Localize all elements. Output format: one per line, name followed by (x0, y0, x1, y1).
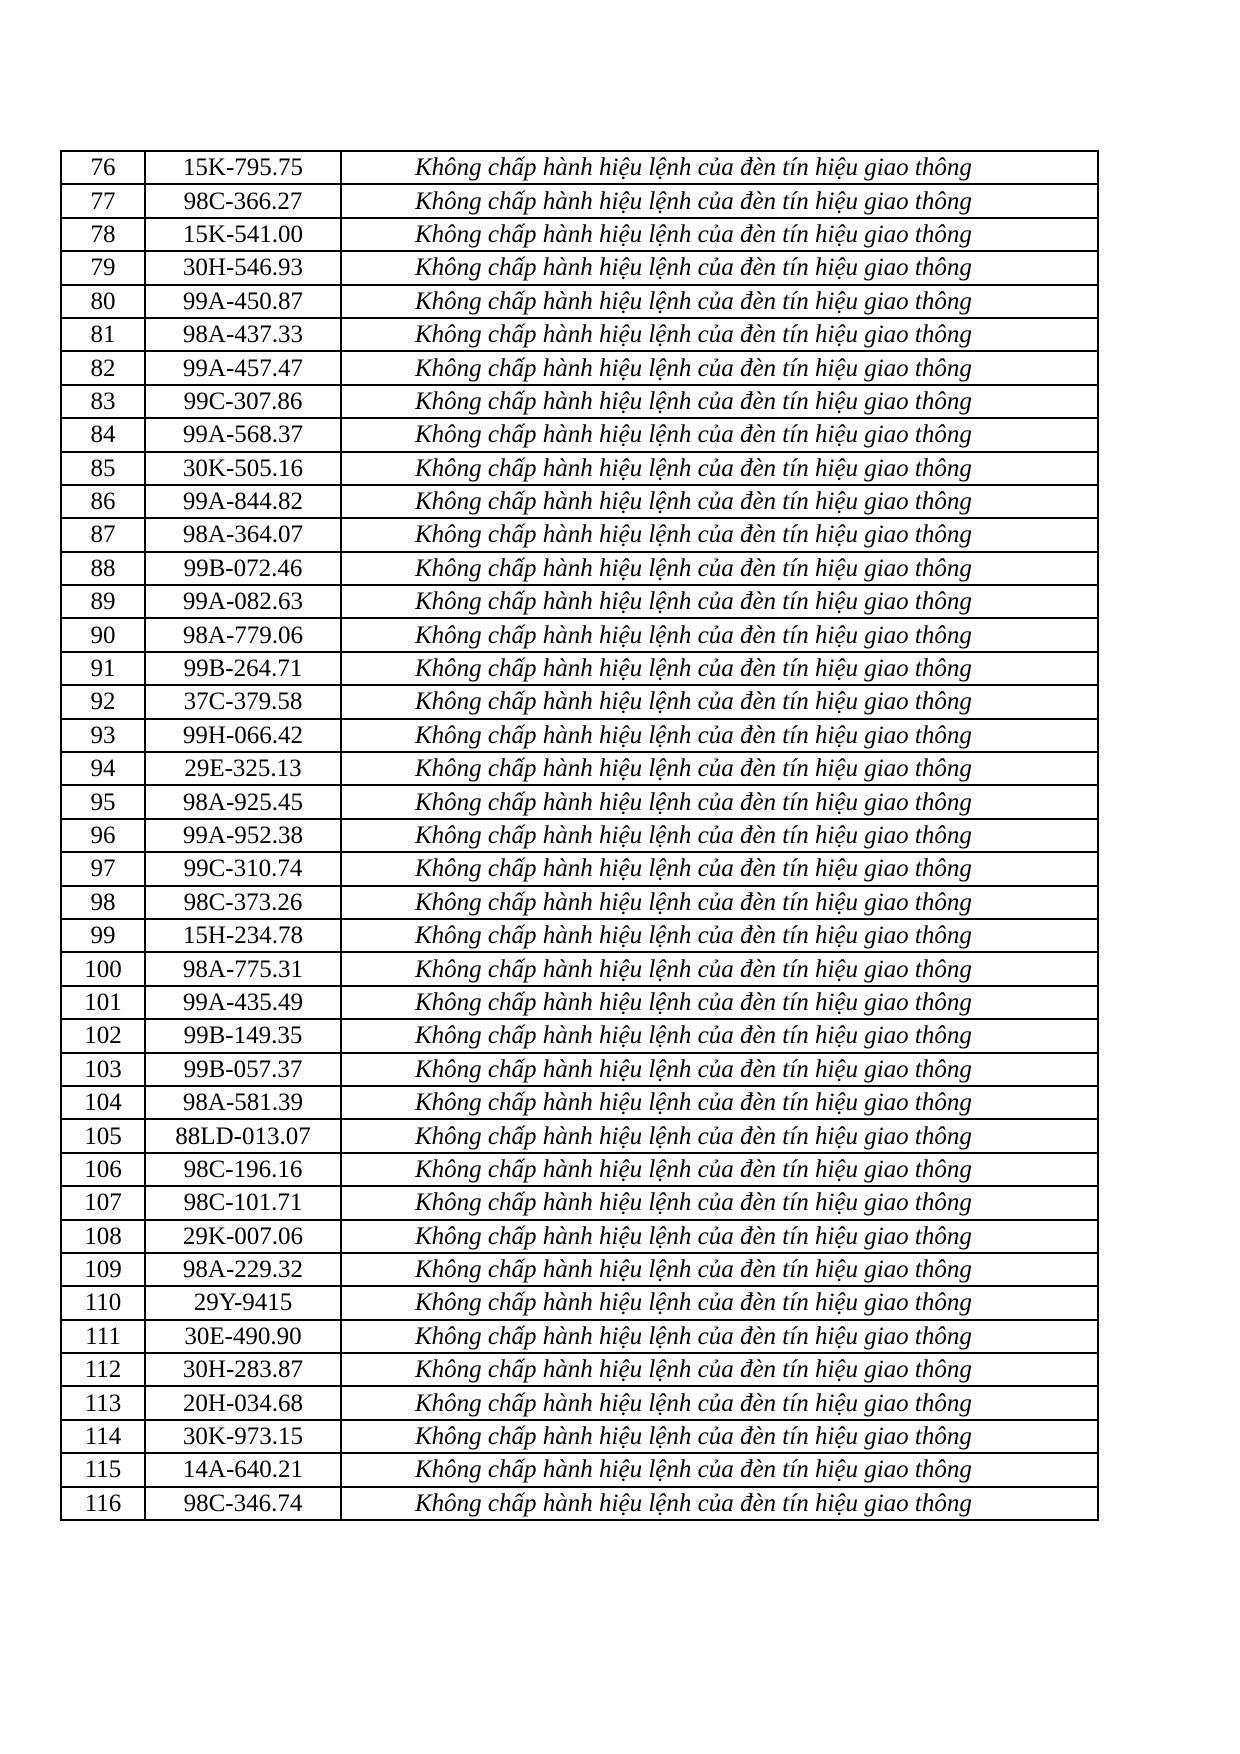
row-number: 98 (61, 886, 145, 919)
table-row (61, 886, 1098, 919)
row-number: 88 (61, 552, 145, 585)
table-row (61, 385, 1098, 418)
table-row (61, 752, 1098, 785)
license-plate: 99C-307.86 (145, 385, 341, 418)
table-row (61, 1453, 1098, 1486)
row-number: 76 (61, 151, 145, 184)
violation-description: Không chấp hành hiệu lệnh của đèn tín hiệu giao thông (341, 652, 1098, 685)
row-number: 93 (61, 719, 145, 752)
row-number: 90 (61, 618, 145, 651)
license-plate: 98A-581.39 (145, 1086, 341, 1119)
table-row (61, 151, 1098, 184)
table-row (61, 1253, 1098, 1286)
row-number: 101 (61, 986, 145, 1019)
violation-description: Không chấp hành hiệu lệnh của đèn tín hiệu giao thông (341, 1153, 1098, 1186)
violation-description: Không chấp hành hiệu lệnh của đèn tín hiệu giao thông (341, 852, 1098, 885)
table-row (61, 1119, 1098, 1152)
violation-description: Không chấp hành hiệu lệnh của đèn tín hiệu giao thông (341, 485, 1098, 518)
license-plate: 98A-925.45 (145, 785, 341, 818)
table-row (61, 1487, 1098, 1520)
row-number: 80 (61, 285, 145, 318)
table-row (61, 618, 1098, 651)
license-plate: 37C-379.58 (145, 685, 341, 718)
row-number: 95 (61, 785, 145, 818)
license-plate: 99B-149.35 (145, 1019, 341, 1052)
row-number: 103 (61, 1053, 145, 1086)
table-row (61, 351, 1098, 384)
table-body (61, 151, 1098, 1520)
violation-description: Không chấp hành hiệu lệnh của đèn tín hiệu giao thông (341, 1286, 1098, 1319)
table-row (61, 1320, 1098, 1353)
row-number: 109 (61, 1253, 145, 1286)
violation-description: Không chấp hành hiệu lệnh của đèn tín hiệu giao thông (341, 1420, 1098, 1453)
violation-description: Không chấp hành hiệu lệnh của đèn tín hiệu giao thông (341, 251, 1098, 284)
row-number: 100 (61, 952, 145, 985)
row-number: 87 (61, 518, 145, 551)
table-row (61, 218, 1098, 251)
table-row (61, 184, 1098, 217)
license-plate: 99A-568.37 (145, 418, 341, 451)
license-plate: 98C-101.71 (145, 1186, 341, 1219)
license-plate: 99B-264.71 (145, 652, 341, 685)
violation-description: Không chấp hành hiệu lệnh của đèn tín hiệu giao thông (341, 618, 1098, 651)
table-row (61, 1420, 1098, 1453)
violation-description: Không chấp hành hiệu lệnh của đèn tín hiệu giao thông (341, 1086, 1098, 1119)
license-plate: 98A-364.07 (145, 518, 341, 551)
license-plate: 88LD-013.07 (145, 1119, 341, 1152)
violation-description: Không chấp hành hiệu lệnh của đèn tín hiệu giao thông (341, 318, 1098, 351)
license-plate: 98A-779.06 (145, 618, 341, 651)
license-plate: 15K-795.75 (145, 151, 341, 184)
license-plate: 98C-346.74 (145, 1487, 341, 1520)
row-number: 97 (61, 852, 145, 885)
license-plate: 98A-229.32 (145, 1253, 341, 1286)
violation-description: Không chấp hành hiệu lệnh của đèn tín hiệu giao thông (341, 952, 1098, 985)
row-number: 113 (61, 1386, 145, 1419)
row-number: 89 (61, 585, 145, 618)
license-plate: 29E-325.13 (145, 752, 341, 785)
violation-description: Không chấp hành hiệu lệnh của đèn tín hiệu giao thông (341, 1019, 1098, 1052)
violation-description: Không chấp hành hiệu lệnh của đèn tín hiệu giao thông (341, 685, 1098, 718)
license-plate: 15H-234.78 (145, 919, 341, 952)
violation-description: Không chấp hành hiệu lệnh của đèn tín hiệu giao thông (341, 1320, 1098, 1353)
violation-description: Không chấp hành hiệu lệnh của đèn tín hiệu giao thông (341, 719, 1098, 752)
license-plate: 29Y-9415 (145, 1286, 341, 1319)
table-row (61, 1186, 1098, 1219)
table-row (61, 919, 1098, 952)
license-plate: 98C-373.26 (145, 886, 341, 919)
table-row (61, 819, 1098, 852)
table-row (61, 318, 1098, 351)
license-plate: 30H-546.93 (145, 251, 341, 284)
violation-description: Không chấp hành hiệu lệnh của đèn tín hiệu giao thông (341, 1186, 1098, 1219)
license-plate: 98A-775.31 (145, 952, 341, 985)
row-number: 104 (61, 1086, 145, 1119)
table-row (61, 251, 1098, 284)
row-number: 99 (61, 919, 145, 952)
table-row (61, 685, 1098, 718)
violation-description: Không chấp hành hiệu lệnh của đèn tín hiệu giao thông (341, 218, 1098, 251)
violation-description: Không chấp hành hiệu lệnh của đèn tín hiệu giao thông (341, 1453, 1098, 1486)
row-number: 111 (61, 1320, 145, 1353)
license-plate: 99C-310.74 (145, 852, 341, 885)
license-plate: 14A-640.21 (145, 1453, 341, 1486)
license-plate: 30E-490.90 (145, 1320, 341, 1353)
row-number: 92 (61, 685, 145, 718)
table-row (61, 1353, 1098, 1386)
violation-description: Không chấp hành hiệu lệnh của đèn tín hiệu giao thông (341, 1253, 1098, 1286)
row-number: 78 (61, 218, 145, 251)
table-row (61, 652, 1098, 685)
violation-description: Không chấp hành hiệu lệnh của đèn tín hiệu giao thông (341, 752, 1098, 785)
license-plate: 20H-034.68 (145, 1386, 341, 1419)
violation-description: Không chấp hành hiệu lệnh của đèn tín hiệu giao thông (341, 1119, 1098, 1152)
table-row (61, 552, 1098, 585)
row-number: 107 (61, 1186, 145, 1219)
violation-description: Không chấp hành hiệu lệnh của đèn tín hiệu giao thông (341, 1487, 1098, 1520)
row-number: 106 (61, 1153, 145, 1186)
violation-description: Không chấp hành hiệu lệnh của đèn tín hiệu giao thông (341, 585, 1098, 618)
violation-description: Không chấp hành hiệu lệnh của đèn tín hiệu giao thông (341, 785, 1098, 818)
row-number: 115 (61, 1453, 145, 1486)
row-number: 116 (61, 1487, 145, 1520)
table-row (61, 852, 1098, 885)
row-number: 108 (61, 1220, 145, 1253)
license-plate: 99A-952.38 (145, 819, 341, 852)
violation-description: Không chấp hành hiệu lệnh của đèn tín hiệu giao thông (341, 184, 1098, 217)
row-number: 102 (61, 1019, 145, 1052)
license-plate: 99B-072.46 (145, 552, 341, 585)
table-row (61, 1019, 1098, 1052)
license-plate: 99A-450.87 (145, 285, 341, 318)
table-row (61, 1220, 1098, 1253)
violations-table (60, 150, 1099, 1521)
table-row (61, 719, 1098, 752)
violation-description: Không chấp hành hiệu lệnh của đèn tín hiệu giao thông (341, 285, 1098, 318)
table-row (61, 452, 1098, 485)
row-number: 85 (61, 452, 145, 485)
license-plate: 99A-844.82 (145, 485, 341, 518)
license-plate: 99A-082.63 (145, 585, 341, 618)
table-row (61, 518, 1098, 551)
row-number: 114 (61, 1420, 145, 1453)
row-number: 112 (61, 1353, 145, 1386)
violation-description: Không chấp hành hiệu lệnh của đèn tín hiệu giao thông (341, 151, 1098, 184)
row-number: 81 (61, 318, 145, 351)
violation-description: Không chấp hành hiệu lệnh của đèn tín hiệu giao thông (341, 518, 1098, 551)
row-number: 84 (61, 418, 145, 451)
violation-description: Không chấp hành hiệu lệnh của đèn tín hiệu giao thông (341, 1053, 1098, 1086)
table-row (61, 1086, 1098, 1119)
violation-description: Không chấp hành hiệu lệnh của đèn tín hiệu giao thông (341, 819, 1098, 852)
violation-description: Không chấp hành hiệu lệnh của đèn tín hiệu giao thông (341, 986, 1098, 1019)
license-plate: 30K-505.16 (145, 452, 341, 485)
table-row (61, 418, 1098, 451)
row-number: 82 (61, 351, 145, 384)
license-plate: 99H-066.42 (145, 719, 341, 752)
table-row (61, 1386, 1098, 1419)
table-row (61, 1153, 1098, 1186)
row-number: 94 (61, 752, 145, 785)
violation-description: Không chấp hành hiệu lệnh của đèn tín hiệu giao thông (341, 452, 1098, 485)
violation-description: Không chấp hành hiệu lệnh của đèn tín hiệu giao thông (341, 1386, 1098, 1419)
table-row (61, 986, 1098, 1019)
violation-description: Không chấp hành hiệu lệnh của đèn tín hiệu giao thông (341, 1220, 1098, 1253)
violation-description: Không chấp hành hiệu lệnh của đèn tín hiệu giao thông (341, 886, 1098, 919)
table-row (61, 485, 1098, 518)
table-row (61, 1286, 1098, 1319)
table-row (61, 585, 1098, 618)
violation-description: Không chấp hành hiệu lệnh của đèn tín hiệu giao thông (341, 552, 1098, 585)
table-row (61, 1053, 1098, 1086)
table-row (61, 785, 1098, 818)
violation-description: Không chấp hành hiệu lệnh của đèn tín hiệu giao thông (341, 418, 1098, 451)
license-plate: 15K-541.00 (145, 218, 341, 251)
row-number: 79 (61, 251, 145, 284)
table-row (61, 952, 1098, 985)
violation-description: Không chấp hành hiệu lệnh của đèn tín hiệu giao thông (341, 385, 1098, 418)
row-number: 83 (61, 385, 145, 418)
row-number: 96 (61, 819, 145, 852)
violation-description: Không chấp hành hiệu lệnh của đèn tín hiệu giao thông (341, 919, 1098, 952)
violation-description: Không chấp hành hiệu lệnh của đèn tín hiệu giao thông (341, 351, 1098, 384)
license-plate: 98A-437.33 (145, 318, 341, 351)
violation-description: Không chấp hành hiệu lệnh của đèn tín hiệu giao thông (341, 1353, 1098, 1386)
row-number: 91 (61, 652, 145, 685)
license-plate: 30H-283.87 (145, 1353, 341, 1386)
license-plate: 98C-366.27 (145, 184, 341, 217)
license-plate: 99A-435.49 (145, 986, 341, 1019)
license-plate: 30K-973.15 (145, 1420, 341, 1453)
row-number: 105 (61, 1119, 145, 1152)
row-number: 110 (61, 1286, 145, 1319)
license-plate: 99A-457.47 (145, 351, 341, 384)
license-plate: 29K-007.06 (145, 1220, 341, 1253)
license-plate: 98C-196.16 (145, 1153, 341, 1186)
license-plate: 99B-057.37 (145, 1053, 341, 1086)
table-row (61, 285, 1098, 318)
row-number: 86 (61, 485, 145, 518)
row-number: 77 (61, 184, 145, 217)
